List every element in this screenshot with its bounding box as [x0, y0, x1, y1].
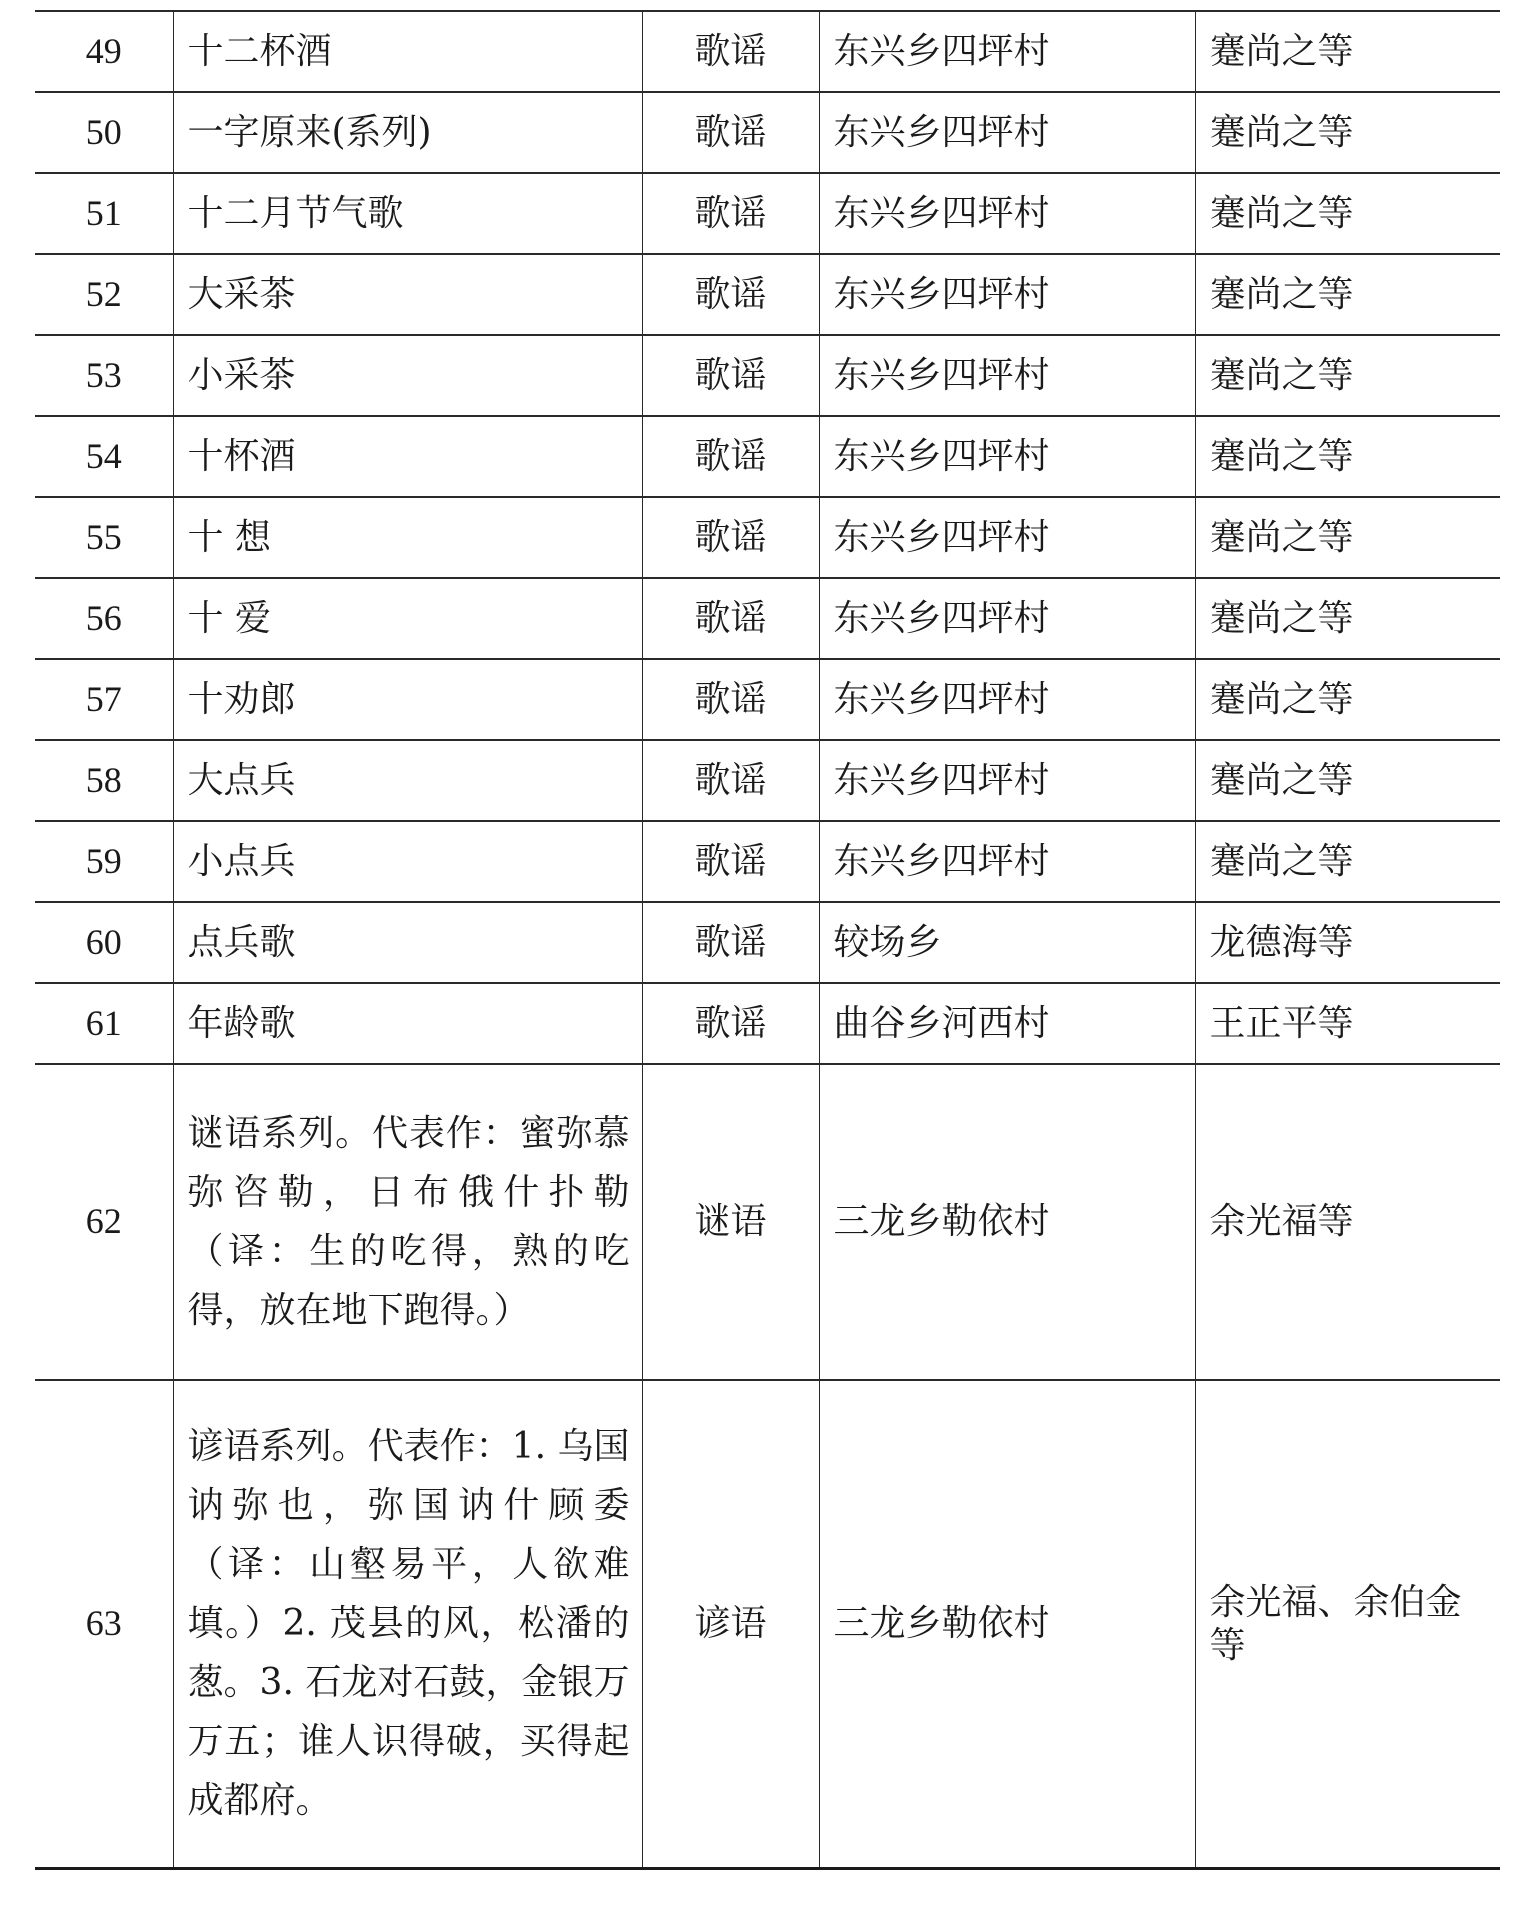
genre: 歌谣	[642, 173, 819, 254]
collection-place: 东兴乡四坪村	[819, 416, 1195, 497]
row-number: 61	[35, 983, 173, 1064]
narrator: 蹇尚之等	[1195, 497, 1500, 578]
table-row	[35, 92, 1500, 173]
collection-place: 东兴乡四坪村	[819, 578, 1195, 659]
row-number: 49	[35, 11, 173, 92]
work-title: 十劝郎	[173, 659, 642, 740]
narrator: 蹇尚之等	[1195, 578, 1500, 659]
genre: 歌谣	[642, 11, 819, 92]
work-title: 点兵歌	[173, 902, 642, 983]
collection-place: 东兴乡四坪村	[819, 497, 1195, 578]
row-number: 60	[35, 902, 173, 983]
folk-literature-table	[35, 10, 1500, 1870]
table-row	[35, 983, 1500, 1064]
work-title: 一字原来(系列)	[173, 92, 642, 173]
row-number: 54	[35, 416, 173, 497]
table-row	[35, 497, 1500, 578]
collection-place: 东兴乡四坪村	[819, 821, 1195, 902]
genre: 歌谣	[642, 659, 819, 740]
collection-place: 东兴乡四坪村	[819, 92, 1195, 173]
collection-place: 东兴乡四坪村	[819, 659, 1195, 740]
work-title: 十杯酒	[173, 416, 642, 497]
row-number: 53	[35, 335, 173, 416]
row-number: 57	[35, 659, 173, 740]
row-number: 62	[35, 1064, 173, 1380]
narrator: 蹇尚之等	[1195, 173, 1500, 254]
work-title: 谜语系列。代表作：蜜弥慕弥咨勒，日布俄什扑勒（译：生的吃得，熟的吃得，放在地下跑得。）	[173, 1064, 642, 1380]
work-title: 大采茶	[173, 254, 642, 335]
work-title: 十 爱	[173, 578, 642, 659]
work-title: 小点兵	[173, 821, 642, 902]
collection-place: 东兴乡四坪村	[819, 173, 1195, 254]
table-row	[35, 416, 1500, 497]
work-title: 十二月节气歌	[173, 173, 642, 254]
table-row	[35, 1380, 1500, 1868]
work-title: 年龄歌	[173, 983, 642, 1064]
row-number: 59	[35, 821, 173, 902]
row-number: 63	[35, 1380, 173, 1868]
work-title: 小采茶	[173, 335, 642, 416]
table-row	[35, 740, 1500, 821]
table-row	[35, 173, 1500, 254]
work-title: 大点兵	[173, 740, 642, 821]
narrator: 余光福、余伯金等	[1195, 1380, 1500, 1868]
narrator: 蹇尚之等	[1195, 335, 1500, 416]
work-title: 十 想	[173, 497, 642, 578]
collection-place: 东兴乡四坪村	[819, 254, 1195, 335]
work-title: 谚语系列。代表作：1. 乌国讷弥也，弥国讷什顾委（译：山壑易平，人欲难填。）2. 茂县的风，松潘的葱。3. 石龙对石鼓，金银万万五；谁人识得破，买得起成都府。	[173, 1380, 642, 1868]
table-row	[35, 902, 1500, 983]
row-number: 55	[35, 497, 173, 578]
collection-place: 东兴乡四坪村	[819, 740, 1195, 821]
narrator: 蹇尚之等	[1195, 254, 1500, 335]
table-row	[35, 1064, 1500, 1380]
collection-place: 曲谷乡河西村	[819, 983, 1195, 1064]
genre: 歌谣	[642, 902, 819, 983]
collection-place: 东兴乡四坪村	[819, 11, 1195, 92]
collection-place: 三龙乡勒依村	[819, 1064, 1195, 1380]
row-number: 58	[35, 740, 173, 821]
narrator: 蹇尚之等	[1195, 416, 1500, 497]
work-title: 十二杯酒	[173, 11, 642, 92]
table-row	[35, 659, 1500, 740]
collection-place: 东兴乡四坪村	[819, 335, 1195, 416]
narrator: 蹇尚之等	[1195, 92, 1500, 173]
genre: 歌谣	[642, 578, 819, 659]
genre: 歌谣	[642, 416, 819, 497]
narrator: 王正平等	[1195, 983, 1500, 1064]
row-number: 52	[35, 254, 173, 335]
narrator: 余光福等	[1195, 1064, 1500, 1380]
genre: 歌谣	[642, 740, 819, 821]
genre: 歌谣	[642, 92, 819, 173]
table-row	[35, 11, 1500, 92]
genre: 歌谣	[642, 335, 819, 416]
table-row	[35, 335, 1500, 416]
row-number: 50	[35, 92, 173, 173]
narrator: 蹇尚之等	[1195, 821, 1500, 902]
narrator: 蹇尚之等	[1195, 740, 1500, 821]
narrator: 蹇尚之等	[1195, 11, 1500, 92]
genre: 歌谣	[642, 983, 819, 1064]
genre: 谚语	[642, 1380, 819, 1868]
collection-place: 三龙乡勒依村	[819, 1380, 1195, 1868]
collection-place: 较场乡	[819, 902, 1195, 983]
genre: 歌谣	[642, 821, 819, 902]
narrator: 龙德海等	[1195, 902, 1500, 983]
row-number: 56	[35, 578, 173, 659]
table-row	[35, 254, 1500, 335]
genre: 歌谣	[642, 254, 819, 335]
genre: 歌谣	[642, 497, 819, 578]
genre: 谜语	[642, 1064, 819, 1380]
row-number: 51	[35, 173, 173, 254]
table-row	[35, 578, 1500, 659]
narrator: 蹇尚之等	[1195, 659, 1500, 740]
table-row	[35, 821, 1500, 902]
